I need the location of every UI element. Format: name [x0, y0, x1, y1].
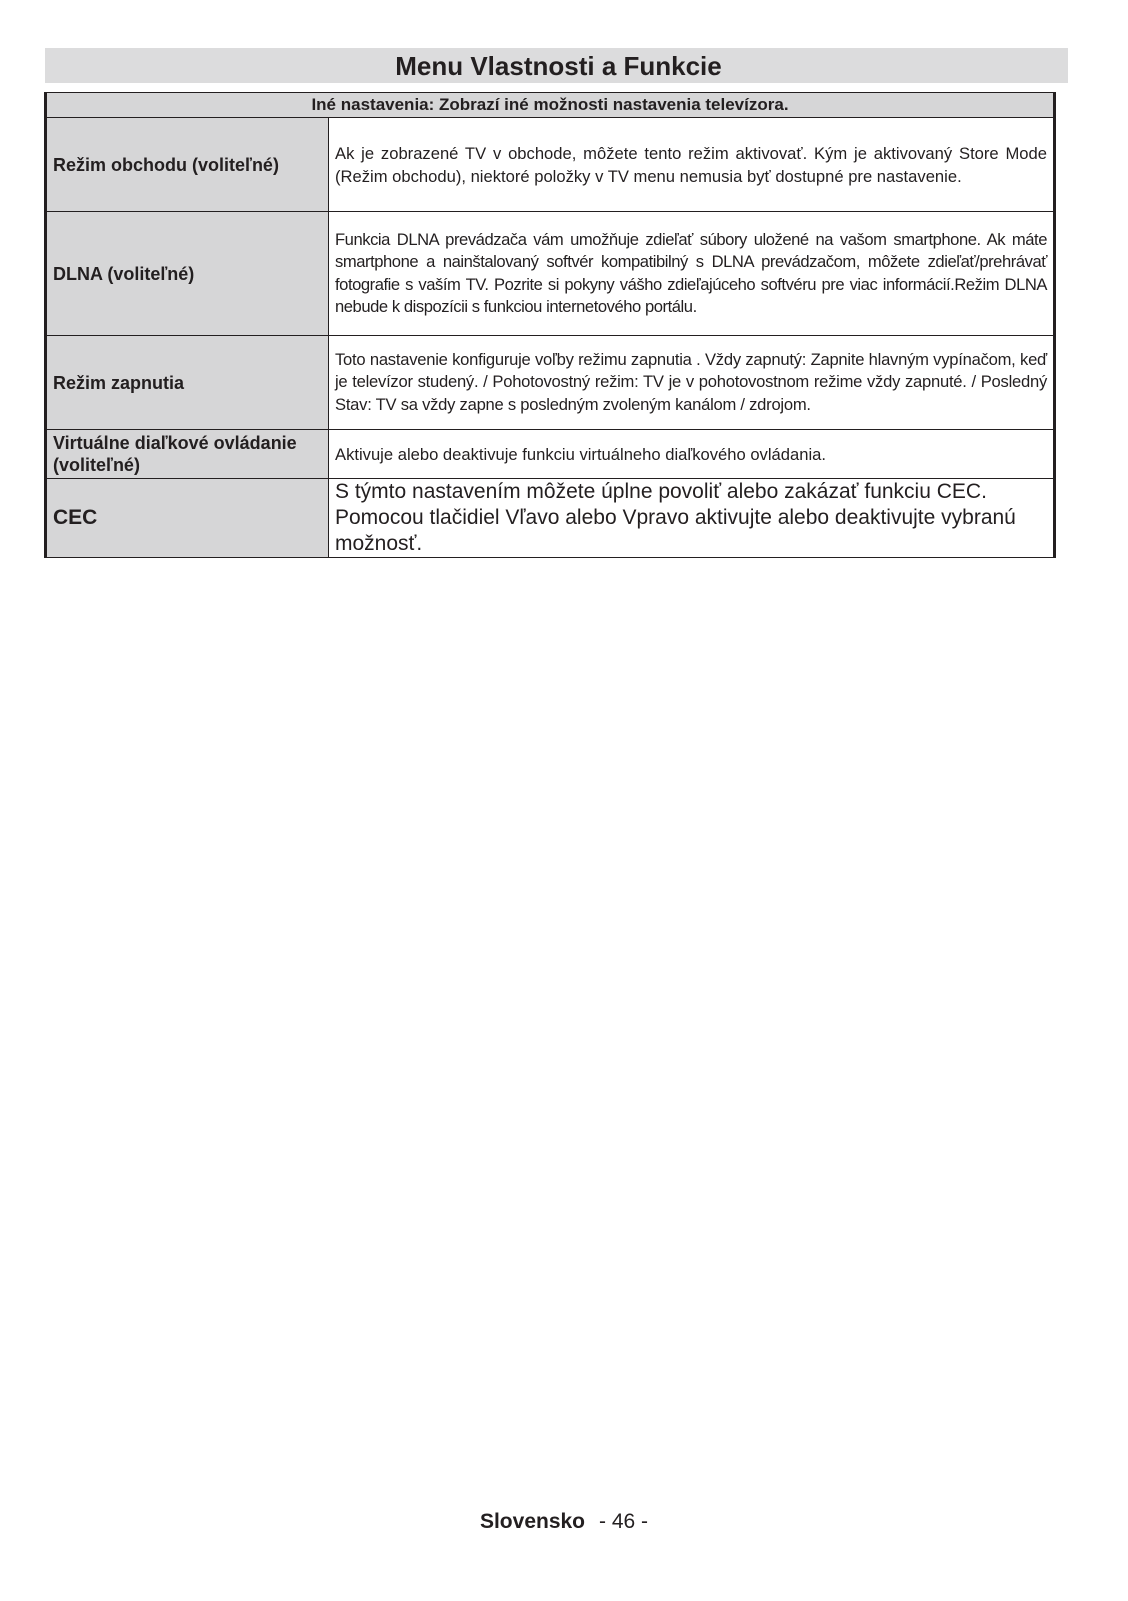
setting-name: CEC	[46, 479, 329, 558]
setting-description: Toto nastavenie konfiguruje voľby režimu zapnutia . Vždy zapnutý: Zapnite hlavným vypínačom, keď je televízor studený. / Pohotovostný režim: TV je v pohotovostnom režime vždy zapnuté. / Posledný Stav: TV sa vždy zapne s posledným zvoleným kanálom / zdrojom.	[329, 336, 1055, 430]
setting-description: Aktivuje alebo deaktivuje funkciu virtuálneho diaľkového ovládania.	[329, 430, 1055, 479]
section-header: Iné nastavenia: Zobrazí iné možnosti nastavenia televízora.	[46, 93, 1055, 118]
table-row	[46, 479, 1055, 558]
setting-name: Virtuálne diaľkové ovládanie (voliteľné)	[46, 430, 329, 479]
setting-name: Režim obchodu (voliteľné)	[46, 118, 329, 212]
setting-description: S týmto nastavením môžete úplne povoliť alebo zakázať funkciu CEC. Pomocou tlačidiel Vľavo alebo Vpravo aktivujte alebo deaktivujte vybranú možnosť.	[329, 479, 1055, 558]
table-row	[46, 430, 1055, 479]
page-title-bar	[45, 48, 1068, 83]
page-number: - 46 -	[599, 1510, 649, 1533]
table-row	[46, 336, 1055, 430]
section-header-row	[46, 93, 1055, 118]
table-row	[46, 212, 1055, 336]
setting-name: Režim zapnutia	[46, 336, 329, 430]
setting-description: Funkcia DLNA prevádzača vám umožňuje zdieľať súbory uložené na vašom smartphone. Ak máte smartphone a nainštalovaný softvér kompatibilný s DLNA prevádzačom, môžete zdieľať/prehrávať fotografie s vaším TV. Pozrite si pokyny vášho zdieľajúceho softvéru pre viac informácií.Režim DLNA nebude k dispozícii s funkciou internetového portálu.	[329, 212, 1055, 336]
setting-name: DLNA (voliteľné)	[46, 212, 329, 336]
page-title: Menu Vlastnosti a Funkcie	[395, 51, 722, 81]
footer-language: Slovensko	[479, 1510, 586, 1533]
page-footer	[0, 1510, 1128, 1534]
setting-description: Ak je zobrazené TV v obchode, môžete tento režim aktivovať. Kým je aktivovaný Store Mode (Režim obchodu), niektoré položky v TV menu nemusia byť dostupné pre nastavenie.	[329, 118, 1055, 212]
settings-table	[44, 92, 1056, 558]
table-row	[46, 118, 1055, 212]
